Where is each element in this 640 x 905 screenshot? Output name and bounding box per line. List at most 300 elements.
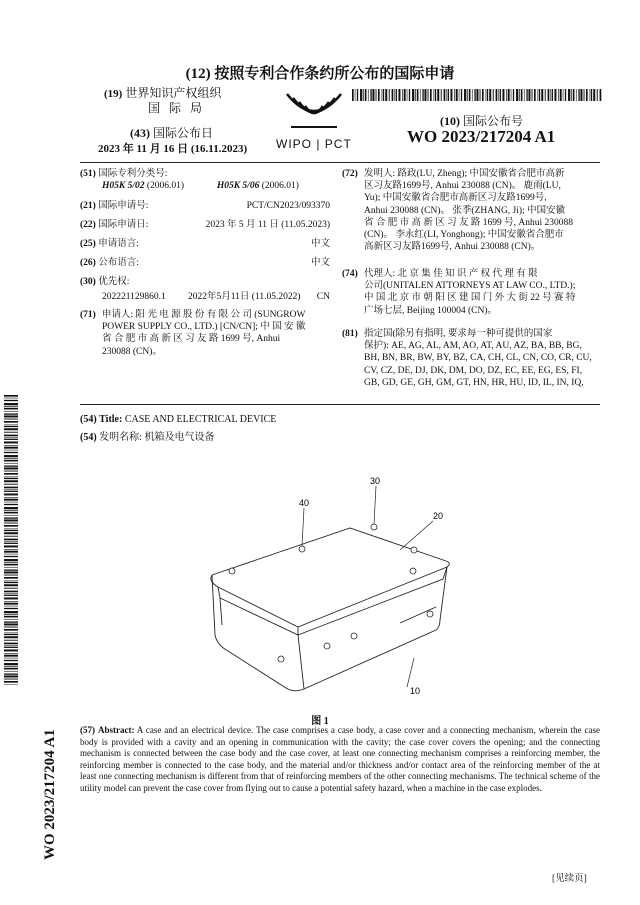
case-body-side-left [212,575,304,691]
barcode-bar [459,89,460,101]
barcode-bar [385,89,387,101]
barcode-bar [357,89,358,101]
f81-code: (81) [342,329,358,339]
barcode-bar [489,89,491,101]
barcode-bar [591,89,592,101]
barcode-bar [4,551,18,553]
f51-class2: H05K 5/06 [216,181,260,192]
barcode-bar [394,89,395,101]
barcode-bar [4,532,18,534]
leader-40 [302,508,304,546]
barcode-bar [4,435,18,437]
barcode-bar [4,649,18,651]
barcode-bar [4,681,18,683]
barcode-bar [4,477,18,478]
barcode-bar [4,562,18,563]
f21-label: 国际申请号: [98,201,149,211]
barcode-bar [4,623,18,625]
case-drawing [200,475,460,700]
barcode-bar [590,89,591,101]
barcode-bar [487,89,488,101]
screw-hole [324,643,330,649]
barcode-bar [516,89,518,101]
barcode-bar [424,89,426,101]
screw-hole [427,611,433,617]
field-51 [80,168,330,192]
pub-date-label [130,124,213,141]
barcode-bar [508,89,510,101]
side-pub-no-text: WO 2023/217204 A1 [42,729,58,860]
barcode-bar [526,89,527,101]
barcode-bar [493,89,494,101]
org-code: (19) [104,88,123,100]
barcode-bar [4,530,18,531]
barcode-bar [519,89,520,101]
barcode-bar [476,89,478,101]
text-line: Yu); 中国安徽省合肥市高新区习友路1699号, [364,193,547,204]
abstract-code: (57) [80,725,95,735]
barcode-bar [4,455,18,457]
f22-value: 2023 年 5 月 11 日 (11.05.2023) [205,220,330,230]
barcode-bar [422,89,423,101]
f22-code: (22) [80,220,96,230]
barcode-bar [571,89,572,101]
barcode-bar [446,89,447,101]
barcode-bar [580,89,582,101]
barcode-bar [597,89,598,101]
header-divider [80,162,600,163]
field-74 [342,268,600,317]
text-line: 230088 (CN)。 [102,346,162,357]
title-divider [80,404,600,405]
barcode-bar [528,89,530,101]
figure-caption: 图 1 [311,716,329,727]
f30-priority-date: 2022年5月11日 (11.05.2022) [188,292,301,303]
barcode-bar [4,608,18,609]
barcode-bar [4,658,18,659]
barcode-bar [4,601,18,602]
barcode-bar [372,89,374,101]
barcode-bar [496,89,498,101]
barcode-bar [4,666,18,667]
barcode-bar [4,569,18,570]
field-30 [80,276,330,304]
barcode-bar [552,89,553,101]
barcode-bar [467,89,468,101]
barcode-bar [4,636,18,638]
barcode-bar [4,595,18,596]
barcode-bar [392,89,394,101]
barcode-bar [4,567,18,568]
f72-code: (72) [342,169,358,179]
text-line: CV, CZ, DE, DJ, DK, DM, DO, DZ, EC, EE, EG, ES, FI, [364,365,583,376]
barcode-bar [472,89,473,101]
pub-no-value: WO 2023/217204 A1 [407,127,556,146]
barcode-bar [4,611,18,613]
barcode-bar [355,89,356,101]
barcode-bar [4,426,18,427]
barcode-bar [370,89,371,101]
barcode-bar [461,89,462,101]
barcode-bar [444,89,446,101]
barcode-bar [584,89,585,101]
barcode-bar [4,439,18,440]
barcode-bar [4,588,18,589]
barcode-bar [382,89,383,101]
barcode-bar [541,89,543,101]
barcode-bar [565,89,566,101]
barcode-bar [4,655,18,657]
title-cn-value: 机箱及电气设备 [144,432,215,443]
barcode-bar [586,89,588,101]
barcode-bar [435,89,436,101]
barcode-bar [4,629,18,631]
barcode-bar [532,89,533,101]
barcode-bar [363,89,364,101]
barcode-bar [539,89,540,101]
ref-label-30: 30 [370,476,381,486]
barcode-bar [4,556,18,557]
pub-no-label-text: 国际公布号 [463,114,524,128]
document-title: (12) 按照专利合作条约所公布的国际申请 [185,66,455,82]
wipo-logo-icon [283,88,345,138]
barcode-bar [4,616,18,618]
barcode-bar [4,549,18,550]
text-line: 公司(UNITALEN ATTORNEYS AT LAW CO., LTD.); [364,281,576,292]
barcode-bar [4,645,18,646]
wipo-pct-text: WIPO | PCT [276,137,352,151]
barcode-bar [415,89,416,101]
screw-hole [410,568,416,574]
barcode-bar [4,403,18,405]
barcode-bar [4,441,18,443]
f30-priority-cc: CN [316,292,330,303]
barcode-bar [4,593,18,594]
pub-no-code: (10) [440,114,460,128]
barcode-bar [563,89,564,101]
barcode-bar [4,493,18,495]
barcode-bar [4,452,18,453]
field-26 [80,257,330,269]
barcode-bar [4,660,18,661]
barcode-bar [4,603,18,605]
text-line: Anhui 230088 (CN)。 张季(ZHANG, Ji); 中国安徽 [364,205,566,216]
barcode-bar [389,89,390,101]
text-line: 省 合 肥 市 高 新 区 习 友 路 1699 号, Anhui [102,334,281,345]
text-line: 区习友路1699号, Anhui 230088 (CN)。 鹿雨(LU, [364,181,561,192]
barcode-bar [4,543,18,544]
text-line: 省 合 肥 市 高 新 区 习 友 路 1699 号, Anhui 230088 [364,217,574,228]
barcode-bar [4,408,18,410]
barcode-bar [404,89,406,101]
barcode-bar [4,564,18,566]
barcode-bar [464,89,466,101]
barcode-bar [365,89,367,101]
barcode-bar [4,489,18,490]
barcode-bar [4,559,18,561]
barcode-bar [469,89,471,101]
barcode-bar [506,89,507,101]
barcode-bar [4,432,18,433]
barcode-bar [4,515,18,516]
ref-label-10: 10 [410,686,421,696]
text-line: POWER SUPPLY CO., LTD.) [CN/CN]; 中 国 安 徽 [102,322,306,333]
barcode-bar [4,663,18,665]
barcode-bar [4,597,18,599]
barcode-bar [593,89,595,101]
barcode-bar [511,89,512,101]
barcode-bar [500,89,501,101]
barcode-bar [4,582,18,583]
ref-label-20: 20 [433,511,444,521]
barcode-bar [554,89,556,101]
barcode-bar [4,591,18,593]
barcode-bar [524,89,525,101]
barcode-bar [4,529,18,530]
f30-code: (30) [80,277,96,287]
barcode-bar [4,671,18,672]
barcode-bar [550,89,551,101]
barcode-bar [383,89,384,101]
barcode-bar [4,419,18,420]
barcode-bar [4,679,18,680]
text-line: (CN)。 李永红(LI, Yonghong); 中国安徽省合肥市 [364,230,564,241]
barcode-bar [441,89,442,101]
field-22 [80,219,330,231]
barcode-bar [420,89,421,101]
continued-marker: [见续页] [552,874,587,884]
barcode-bar [4,525,18,527]
field-72 [342,168,600,253]
barcode-bar [545,89,546,101]
f51-class1: H05K 5/02 [102,181,145,192]
barcode-bar [4,478,18,479]
pub-date-code: (43) [130,126,150,140]
barcode-bar [4,447,18,449]
barcode-bar [4,606,18,607]
screw-hole [278,656,284,662]
barcode-bar [4,484,18,485]
barcode-bar [4,584,18,586]
f51-code: (51) [80,169,96,179]
screw-hole [229,568,235,574]
f51-date2: (2006.01) [261,181,299,192]
screw-hole [371,524,377,530]
barcode-bar [407,89,408,101]
barcode-bar [4,413,18,414]
f26-code: (26) [80,258,96,268]
f71-applicant-lines [80,309,330,358]
barcode-bar [4,491,18,492]
field-21 [80,200,330,212]
barcode-bar [4,411,18,412]
barcode-bar [558,89,559,101]
barcode-bar [4,458,18,459]
f72-inventor-lines [342,168,600,253]
f51-label: 国际专利分类号: [98,169,168,179]
barcode-bar [4,504,18,505]
barcode-bar [600,89,602,101]
barcode-bar [4,633,18,634]
barcode-bar [4,473,18,475]
barcode-bar [417,89,419,101]
text-line: 申请人: 阳 光 电 源 股 份 有 限 公 司 (SUNGROW [102,310,306,320]
f30-priority-no: 202221129860.1 [102,292,166,303]
barcode-bar [548,89,550,101]
barcode-bar [4,421,18,423]
barcode-bar [4,554,18,555]
f26-label: 公布语言: [98,258,139,268]
barcode-bar [4,510,18,511]
title-en-value: CASE AND ELECTRICAL DEVICE [124,414,277,425]
barcode-bar [4,445,18,446]
barcode-bar [4,398,18,399]
barcode-bar [4,627,18,628]
barcode-bar [513,89,514,101]
f74-agent-lines [342,268,600,317]
text-line: 指定国(除另有指明, 要求每一种可提供的国家 [364,329,553,339]
f21-code: (21) [80,201,96,211]
org-bureau: 国 际 局 [148,101,206,115]
barcode-bar [4,575,18,576]
text-line: GB, GD, GE, GH, GM, GT, HN, HR, HU, ID, IL, IN, IQ, [364,377,584,388]
barcode-bar [4,395,18,397]
f25-value: 中文 [310,239,330,249]
f81-states-lines [342,328,600,389]
barcode-bar [412,89,414,101]
title-cn-label: 发明名称: [99,432,142,443]
f54-code-cn: (54) [80,432,97,443]
barcode-bar [4,577,18,579]
barcode-bar [4,643,18,645]
barcode-bar [4,450,18,451]
barcode-bar [560,89,562,101]
barcode-bar [4,668,18,670]
ref-label-40: 40 [299,498,310,508]
barcode-bar [4,653,18,654]
barcode-bar [498,89,499,101]
text-line: 发明人: 路政(LU, Zheng); 中国安徽省合肥市高新 [364,169,565,179]
barcode-bar [402,89,403,101]
barcode-bar [521,89,523,101]
pub-date-label-text: 国际公布日 [153,126,214,140]
f54-code-en: (54) [80,414,97,425]
text-line: 中 国 北 京 市 朝 阳 区 建 国 门 外 大 街 22 号 赛 特 [364,293,576,304]
barcode-bar [4,541,18,542]
field-81 [342,328,600,389]
barcode-bar [368,89,369,101]
barcode-bar [4,507,18,509]
barcode-bar [4,519,18,521]
barcode-bar [573,89,575,101]
barcode-bar [4,497,18,498]
barcode-bar [4,571,18,573]
abstract [80,725,600,795]
text-line: 代理人: 北 京 集 佳 知 识 产 权 代 理 有 限 [364,269,538,279]
barcode-bar [376,89,377,101]
case-cover-outline [211,528,449,627]
vertical-barcode-icon [4,395,18,685]
barcode-bar [4,647,18,648]
f25-label: 申请语言: [98,239,139,249]
barcode-bar [428,89,429,101]
field-25 [80,238,330,250]
f26-value: 中文 [310,258,330,268]
text-line: 高新区习友路1699号, Anhui 230088 (CN)。 [364,242,541,253]
text-line: 广场七层, Beijing 100004 (CN)。 [364,305,497,316]
barcode-bar [4,499,18,501]
pub-date-value: 2023 年 11 月 16 日 (16.11.2023) [98,143,248,155]
title-en-label: Title: [99,414,123,425]
barcode-bar [4,614,18,615]
f51-date1: (2006.01) [146,181,185,192]
text-line: BH, BN, BR, BW, BY, BZ, CA, CH, CL, CN, CO, CR, CU, [364,353,592,364]
barcode-bar [4,545,18,547]
f25-code: (25) [80,239,96,249]
org-name-text: 世界知识产权组织 [125,86,222,100]
barcode-icon [352,89,602,101]
abstract-label: Abstract: [97,725,135,735]
barcode-bar [4,425,18,426]
barcode-bar [4,581,18,582]
barcode-bar [437,89,439,101]
f74-code: (74) [342,269,358,279]
barcode-bar [4,467,18,469]
barcode-bar [4,415,18,417]
barcode-bar [4,471,18,472]
case-cover-lip-right [298,567,447,635]
title-en [80,414,276,426]
abstract-text: A case and an electrical device. The case comprises a case body, a case cover and a connecting mechanism, wherein the case body is provided with a cavity and an opening in communication with the cavity; the case cover covers the opening; and the connecting mechanism is connected between the case body and the case cover, at least one connecting mechanism comprises a reinforcing member, the reinforcing member is connected to the case body, and the material and/or thickness and/or contact area of the reinforcing member of the at least one connecting mechanism is different from that of reinforcing members of the other connecting mechanisms. The technical scheme of the utility model can prevent the case cover from flying out to cause a potential safety hazard, when a machine in the case explodes. [80,725,600,793]
barcode-bar [4,634,18,635]
barcode-bar [378,89,380,101]
barcode-bar [4,400,18,401]
barcode-bar [576,89,577,101]
barcode-bar [360,89,362,101]
leader-20 [400,521,433,550]
barcode-bar [450,89,452,101]
barcode-bar [4,480,18,482]
screw-hole [351,633,357,639]
barcode-bar [448,89,449,101]
screw-hole [299,546,305,552]
leader-10 [407,658,414,687]
leader-30 [374,486,376,524]
f21-value: PCT/CN2023/093370 [246,201,330,211]
barcode-bar [4,460,18,462]
barcode-bar [396,89,397,101]
f30-label: 优先权: [98,277,130,287]
case-cover-lip [218,587,298,635]
barcode-bar [578,89,579,101]
barcode-bar [456,89,458,101]
barcode-bar [4,523,18,524]
barcode-bar [4,539,18,541]
f22-label: 国际申请日: [98,220,149,230]
barcode-bar [480,89,481,101]
barcode-bar [4,673,18,674]
barcode-bar [502,89,504,101]
barcode-bar [4,621,18,622]
field-71 [80,309,330,358]
barcode-bar [4,428,18,430]
barcode-bar [4,512,18,514]
barcode-bar [482,89,484,101]
barcode-bar [4,619,18,620]
barcode-bar [534,89,536,101]
barcode-bar [454,89,455,101]
barcode-bar [474,89,475,101]
